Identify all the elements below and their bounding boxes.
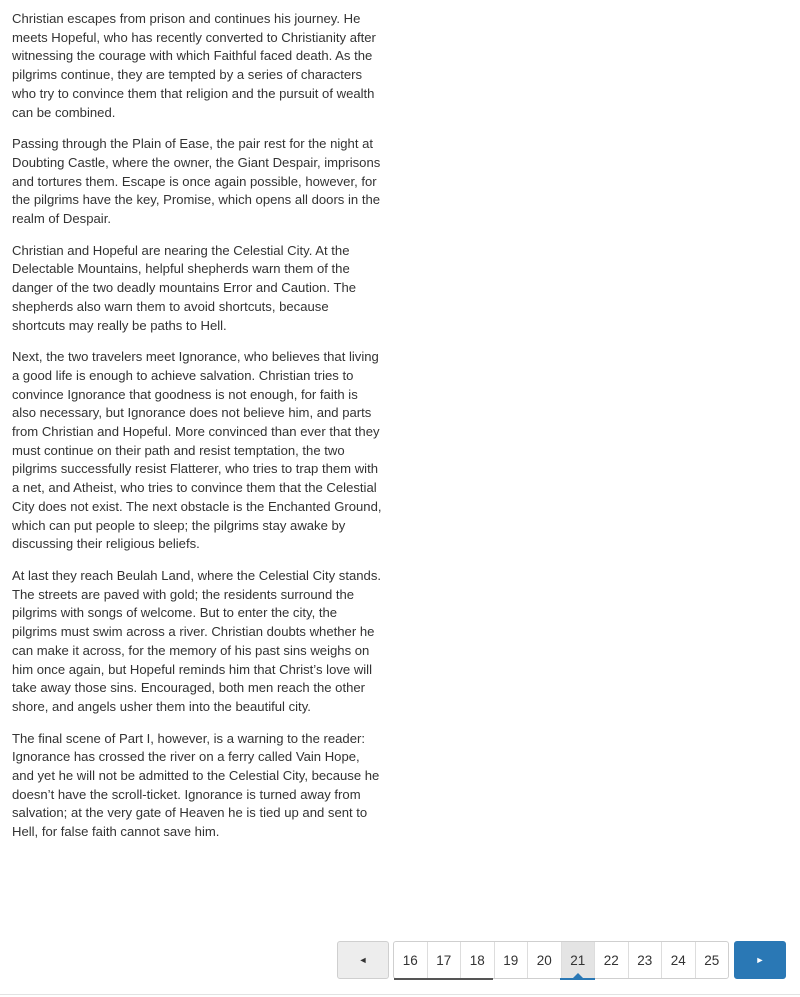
arrow-left-icon: ◄ [358,955,368,965]
next-page-button[interactable] [734,941,786,979]
arrow-right-icon: ► [755,955,765,965]
page-18-link[interactable]: 18 [461,942,495,978]
summary-paragraph: Next, the two travelers meet Ignorance, who believes that living a good life is enough to achieve salvation. Christian tries to convince Ignorance that goodness is not enough, for faith is also necessary, but Ignorance does not believe him, and parts from Christian and Hopeful. More convinced than ever that they must continue on their path and resist temptation, the two pilgrims successfully resist Flatterer, who tries to trap them with a net, and Atheist, who tries to convince them that the Celestial City does not exist. The next obstacle is the Enchanted Ground, which can put people to sleep; the pilgrims stay awake by discussing their religious beliefs. [12,349,382,552]
summary-article [12,10,384,855]
read-range-indicator [394,978,493,980]
summary-paragraph: The final scene of Part I, however, is a warning to the reader: Ignorance has crossed the river on a ferry called Vain Hope, and yet he will not be admitted to the Celestial City, because he doesn’t have the scroll-ticket. Ignorance is turned away from salvation; at the very gate of Heaven he is tied up and sent to Hell, for false faith cannot save him. [12,730,380,840]
previous-page-button[interactable] [337,941,389,979]
current-page-indicator [560,978,595,980]
summary-paragraph: Passing through the Plain of Ease, the pair rest for the night at Doubting Castle, where the owner, the Giant Despair, imprisons and tortures them. Escape is once again possible, however, for the pilgrims have the key, Promise, which opens all doors in the realm of Despair. [12,136,381,227]
summary-paragraph: At last they reach Beulah Land, where the Celestial City stands. The streets are paved with gold; the residents surround the pilgrims with songs of welcome. But to enter the city, the pilgrims must swim across a river. Christian doubts whether he can make it across, for the memory of his past sins weighs on him once again, but Hopeful reminds him that Christ’s love will take away those sins. Encouraged, both men reach the other shore, and angels usher them into the beautiful city. [12,567,382,714]
page-17-link[interactable]: 17 [428,942,462,978]
page-21-link-current[interactable]: 21 [562,942,596,978]
page-22-link[interactable]: 22 [595,942,629,978]
page-number-list [393,941,729,979]
summary-paragraph: Christian escapes from prison and continues his journey. He meets Hopeful, who has recently converted to Christianity after witnessing the courage with which Faithful faced death. As the pilgrims continue, they are tempted by a series of characters who try to convince them that religion and the pursuit of wealth can be combined. [12,11,376,120]
page-16-link[interactable]: 16 [394,942,428,978]
page-19-link[interactable]: 19 [495,942,529,978]
page-20-link[interactable]: 20 [528,942,562,978]
summary-paragraph: Christian and Hopeful are nearing the Celestial City. At the Delectable Mountains, helpful shepherds warn them of the danger of the two deadly mountains Error and Caution. The shepherds also warn them to avoid shortcuts, because shortcuts may really be paths to Hell. [12,242,357,333]
footer-divider [0,994,800,995]
page-24-link[interactable]: 24 [662,942,696,978]
page-25-link[interactable]: 25 [704,952,720,968]
page-23-link[interactable]: 23 [629,942,663,978]
